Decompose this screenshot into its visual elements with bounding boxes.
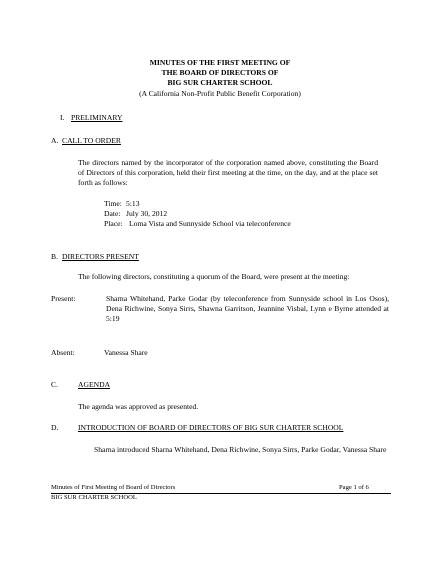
agenda-paragraph: The agenda was approved as presented.	[78, 402, 199, 411]
section-heading-introduction: INTRODUCTION OF BOARD OF DIRECTORS OF BIG SUR CHARTER SCHOOL	[78, 423, 344, 432]
time-label: Time:	[104, 199, 122, 208]
footer-page-number: Page 1 of 6	[339, 484, 369, 491]
footer-organization: BIG SUR CHARTER SCHOOL	[51, 494, 137, 501]
section-number-preliminary: I.	[60, 113, 65, 122]
call-to-order-paragraph: The directors named by the incorporator of the corporation named above, constituting the Board of Directors of this corporation, held their first meeting at the time, on the day, and at the place set forth as follows:	[78, 158, 378, 188]
title-line-3: BIG SUR CHARTER SCHOOL	[167, 78, 273, 88]
footer-title: Minutes of First Meeting of Board of Directors	[51, 484, 176, 491]
document-title	[0, 58, 440, 99]
section-number-call-to-order: A.	[51, 136, 59, 145]
present-label: Present:	[51, 294, 76, 303]
place-value: Loma Vista and Sunnyside School via teleconference	[129, 219, 291, 228]
place-label: Place:	[104, 219, 123, 228]
section-number-agenda: C.	[51, 380, 58, 389]
section-heading-call-to-order: CALL TO ORDER	[62, 136, 121, 145]
title-line-2: THE BOARD OF DIRECTORS OF	[161, 68, 279, 78]
section-heading-directors-present: DIRECTORS PRESENT	[62, 252, 139, 261]
section-number-directors-present: B.	[51, 252, 58, 261]
introduction-paragraph: Sharna introduced Sharna Whitehand, Dena Richwine, Sonya Sirrs, Parke Godar, Vanessa Share	[94, 445, 387, 454]
date-label: Date:	[104, 209, 121, 218]
absent-label: Absent:	[51, 348, 75, 357]
time-value: 5:13	[126, 199, 140, 208]
section-heading-preliminary: PRELIMINARY	[71, 113, 123, 122]
date-value: July 30, 2012	[126, 209, 168, 218]
section-number-introduction: D.	[51, 423, 59, 432]
title-line-4: (A California Non-Profit Public Benefit Corporation)	[139, 88, 301, 98]
absent-directors-list: Vanessa Share	[104, 348, 148, 357]
present-directors-list: Sharna Whitehand, Parke Godar (by teleconference from Sunnyside school in Los Osos), Dena Richwine, Sonya Sirrs, Shawna Garritson, Jeannine Visbal, Lynn e Byrne attended at 5:19	[106, 294, 389, 324]
title-line-1: MINUTES OF THE FIRST MEETING OF	[149, 58, 291, 67]
directors-present-paragraph: The following directors, constituting a quorum of the Board, were present at the meeting:	[78, 272, 350, 281]
section-heading-agenda: AGENDA	[78, 380, 111, 389]
